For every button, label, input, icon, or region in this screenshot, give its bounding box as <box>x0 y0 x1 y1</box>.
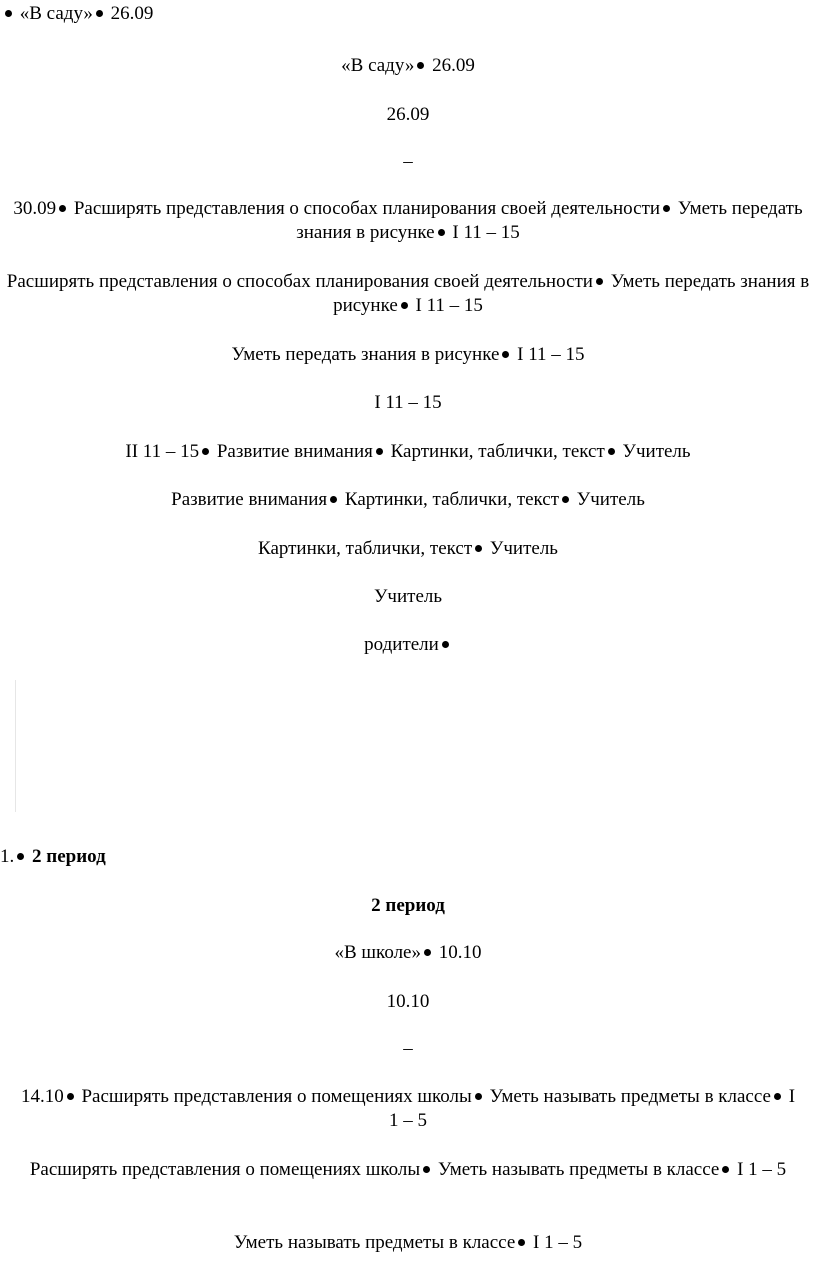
text-paragraph <box>0 1085 816 1133</box>
text-segment: «В саду» <box>19 3 93 24</box>
text-segment: 30.09 <box>13 198 57 219</box>
text-segment: Учитель <box>576 489 645 510</box>
text-line <box>0 150 816 174</box>
text-line <box>0 941 816 965</box>
text-line <box>0 585 816 609</box>
text-segment: «В школе» <box>334 942 421 963</box>
text-segment: Учитель <box>489 538 558 559</box>
text-segment: Учитель <box>622 441 691 462</box>
text-segment: Картинки, таблички, текст <box>258 538 473 559</box>
text-line <box>0 537 816 561</box>
margin-divider <box>15 680 16 812</box>
text-segment: I 11 – 15 <box>452 222 520 243</box>
text-segment: 10.10 <box>438 942 482 963</box>
bullet-icon <box>596 278 603 285</box>
bullet-icon <box>663 205 670 212</box>
bullet-icon <box>608 448 615 455</box>
text-segment: 26.09 <box>432 55 475 76</box>
text-line <box>2 2 153 26</box>
bullet-icon <box>17 853 24 860</box>
text-segment: Уметь передать знания в рисунке <box>296 198 803 243</box>
bullet-icon <box>423 1166 430 1173</box>
text-segment: Картинки, таблички, текст <box>390 441 605 462</box>
text-segment: 2 период <box>371 895 445 916</box>
text-segment: Расширять представления о способах планирования своей деятельности <box>73 198 661 219</box>
text-segment: – <box>403 151 413 172</box>
text-segment: 10.10 <box>386 991 430 1012</box>
bullet-icon <box>401 302 408 309</box>
text-line <box>0 990 816 1014</box>
text-segment: Развитие внимания <box>171 489 328 510</box>
bullet-icon <box>502 351 509 358</box>
text-segment: I 1 – 5 <box>389 1086 796 1131</box>
text-line <box>0 1231 816 1255</box>
text-segment: – <box>403 1038 413 1059</box>
text-segment: 26.09 <box>386 104 430 125</box>
text-line <box>0 488 816 512</box>
text-segment: Расширять представления о способах планирования своей деятельности <box>6 271 593 292</box>
bullet-icon <box>518 1239 525 1246</box>
text-segment: Уметь передать знания в рисунке <box>333 271 810 316</box>
bullet-icon <box>96 10 103 17</box>
text-paragraph <box>0 197 816 245</box>
text-segment: Развитие внимания <box>216 441 373 462</box>
bullet-icon <box>417 62 424 69</box>
text-segment: Уметь передать знания в рисунке <box>231 344 500 365</box>
text-segment: Расширять представления о помещениях школы <box>81 1086 472 1107</box>
text-line <box>0 391 816 415</box>
text-line <box>0 633 816 657</box>
text-segment: I 1 – 5 <box>737 1159 787 1180</box>
text-segment: «В саду» <box>341 55 415 76</box>
bullet-icon <box>59 205 66 212</box>
bullet-icon <box>438 229 445 236</box>
text-line <box>0 440 816 464</box>
bullet-icon <box>67 1093 74 1100</box>
text-segment: Картинки, таблички, текст <box>344 489 560 510</box>
text-segment: Учитель <box>373 586 443 607</box>
text-segment: I 11 – 15 <box>415 295 483 316</box>
section-heading <box>0 894 816 918</box>
text-segment: I 1 – 5 <box>533 1232 583 1253</box>
text-segment: Уметь называть предметы в классе <box>233 1232 516 1253</box>
section-heading: 2 период <box>32 846 106 867</box>
bullet-icon <box>330 496 337 503</box>
bullet-icon <box>475 1093 482 1100</box>
text-segment: I 11 – 15 <box>374 392 442 413</box>
text-segment: I 11 – 15 <box>517 344 585 365</box>
bullet-icon <box>202 448 209 455</box>
text-paragraph <box>0 270 816 318</box>
text-segment: II 11 – 15 <box>125 441 200 462</box>
text-line <box>0 103 816 127</box>
text-segment: 14.10 <box>20 1086 64 1107</box>
bullet-icon <box>376 448 383 455</box>
text-line <box>0 343 816 367</box>
bullet-icon <box>5 10 12 17</box>
text-segment: Уметь называть предметы в классе <box>437 1159 720 1180</box>
bullet-icon <box>562 496 569 503</box>
bullet-icon <box>722 1166 729 1173</box>
text-segment: Уметь называть предметы в классе <box>489 1086 771 1107</box>
text-line <box>0 54 816 78</box>
text-line <box>0 1037 816 1061</box>
text-segment: Расширять представления о помещениях школы <box>29 1159 421 1180</box>
text-segment: 1. <box>0 846 15 867</box>
bullet-icon <box>424 949 431 956</box>
bullet-icon <box>442 641 449 648</box>
text-paragraph <box>0 1158 816 1182</box>
bullet-icon <box>475 545 482 552</box>
bullet-icon <box>774 1093 781 1100</box>
text-segment: 26.09 <box>110 3 154 24</box>
text-segment: родители <box>364 634 439 655</box>
text-line <box>0 845 106 869</box>
